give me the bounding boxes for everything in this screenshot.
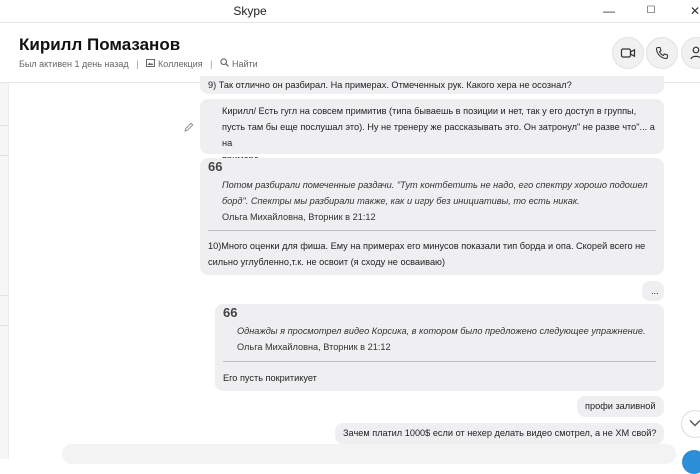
quoted-text: Однажды я просмотрел видео Корсика, в котором было предложено следующее упражнение.	[237, 326, 646, 336]
window-title: Skype	[233, 4, 267, 18]
message-text: Его пусть покритикует	[223, 373, 317, 383]
maximize-button[interactable]: ☐	[646, 5, 656, 16]
person-add-icon	[689, 45, 700, 61]
quote-divider	[223, 361, 656, 362]
quote-icon: 66	[223, 305, 238, 320]
quote-divider	[208, 230, 656, 231]
sidebar-divider	[0, 125, 8, 126]
sidebar-divider	[0, 325, 8, 326]
message-text: ...	[651, 286, 659, 296]
minimize-button[interactable]: —	[603, 4, 615, 18]
contact-meta	[19, 58, 258, 69]
quoted-text-line: борд". Спектры мы разбирали также, как и игру без инициативы, то есть никак.	[222, 196, 580, 206]
meta-divider: |	[136, 58, 139, 69]
quoted-text-line: Потом разбирали помеченные раздачи. "Тут контбетить не надо, его спектру хорошо подошел	[222, 180, 648, 190]
phone-icon	[654, 45, 670, 61]
conversation-header	[0, 23, 700, 83]
find-link[interactable]	[220, 58, 258, 69]
gallery-label: Коллекция	[158, 58, 203, 69]
quoted-message-bubble[interactable]	[215, 304, 664, 391]
search-icon	[220, 58, 229, 67]
message-text-line: 10)Много оценки для фиша. Ему на примерах его минусов показали тип борда и опа. Скорей всего не	[208, 241, 646, 251]
edit-pencil-icon[interactable]	[184, 122, 194, 132]
contact-status: Был активен 1 день назад	[19, 58, 129, 69]
message-bubble[interactable]	[200, 99, 664, 154]
meta-divider-2: |	[210, 58, 213, 69]
gallery-link[interactable]	[146, 58, 203, 69]
contact-name[interactable]: Кирилл Помазанов	[19, 35, 181, 54]
message-text-line: Кирилл/ Есть гугл на совсем примитив (типа бываешь в позиции и нет, так у его доступ в группы,	[222, 106, 637, 116]
scroll-to-bottom-button[interactable]	[681, 410, 700, 438]
message-bubble[interactable]	[642, 281, 664, 301]
quoted-message-bubble[interactable]	[200, 158, 664, 275]
chevron-down-icon	[689, 419, 700, 427]
message-text-line: сильно углубленно,т.к. не освоит (я сходу не осваиваю)	[208, 257, 446, 267]
message-text-line: пусть там бы еще послушал это). Ну не тренеру же рассказывать это. Он затронул" не разве что"... а на	[222, 122, 655, 148]
video-call-button[interactable]	[612, 37, 644, 69]
message-text: Зачем платил 1000$ если от нехер делать видео смотрел, а не ХМ свой?	[343, 428, 657, 438]
audio-call-button[interactable]	[646, 37, 678, 69]
message-bubble[interactable]	[200, 76, 664, 94]
sidebar-divider	[0, 295, 8, 296]
message-input[interactable]	[62, 444, 676, 464]
message-text: 9) Так отлично он разбирал. На примерах. Отмеченных рук. Какого хера не осознал?	[208, 80, 572, 90]
close-button[interactable]: ✕	[689, 4, 700, 18]
sidebar-edge	[0, 83, 9, 459]
window-titlebar	[0, 0, 700, 23]
add-people-button[interactable]	[681, 37, 700, 69]
video-camera-icon	[620, 45, 636, 61]
sidebar-divider	[0, 155, 8, 156]
message-bubble[interactable]	[335, 423, 664, 444]
find-label: Найти	[231, 58, 258, 69]
message-text: профи заливной	[585, 401, 656, 411]
quote-author: Ольга Михайловна, Вторник в 21:12	[222, 212, 376, 222]
quote-icon: 66	[208, 159, 223, 174]
gallery-icon	[146, 59, 155, 67]
send-button[interactable]	[682, 450, 700, 474]
message-bubble[interactable]	[577, 396, 664, 417]
quote-author: Ольга Михайловна, Вторник в 21:12	[237, 342, 391, 352]
